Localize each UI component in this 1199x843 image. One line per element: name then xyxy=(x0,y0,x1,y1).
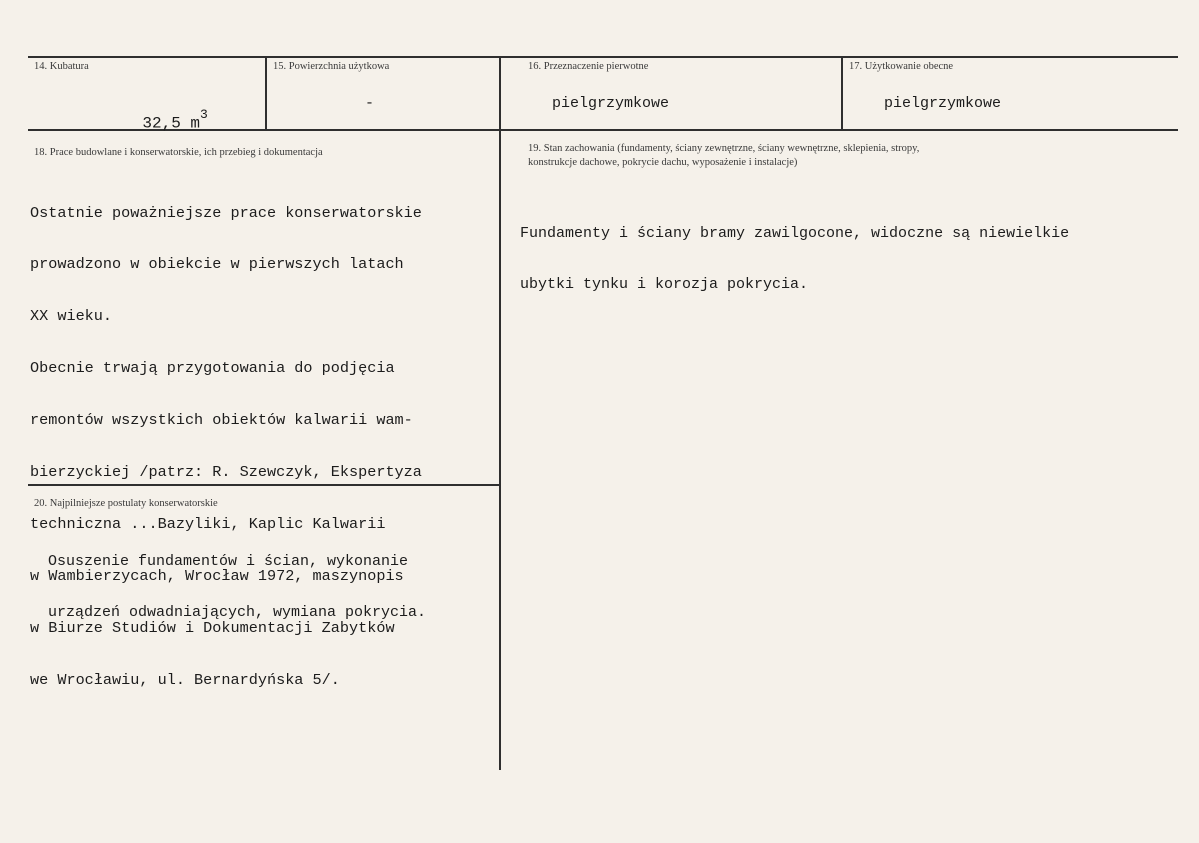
uzytkowanie-label: 17. Użytkowanie obecne xyxy=(849,61,954,72)
przeznaczenie-value: pielgrzymkowe xyxy=(552,95,670,112)
stan-zachowania-text xyxy=(520,190,1069,328)
text-line: Ostatnie poważniejsze prace konserwatorskie xyxy=(30,203,422,222)
top-rule xyxy=(28,56,1178,58)
text-line: techniczna ...Bazyliki, Kaplic Kalwarii xyxy=(30,514,386,533)
column-divider-16 xyxy=(499,56,501,770)
text-line: ubytki tynku i korozja pokrycia. xyxy=(520,276,809,294)
kubatura-number: 32,5 m xyxy=(142,114,201,133)
text-line: remontów wszystkich obiektów kalwarii wam- xyxy=(30,411,413,430)
kubatura-value xyxy=(104,92,208,150)
postulaty-text xyxy=(48,518,426,656)
kubatura-label: 14. Kubatura xyxy=(34,61,89,72)
powierzchnia-value: - xyxy=(365,95,375,112)
przeznaczenie-label: 16. Przeznaczenie pierwotne xyxy=(528,61,649,72)
text-line: Obecnie trwają przygotowania do podjęcia xyxy=(30,359,395,378)
text-line: Osuszenie fundamentów i ścian, wykonanie xyxy=(48,552,409,570)
prace-budowlane-label: 18. Prace budowlane i konserwatorskie, ich przebieg i dokumentacja xyxy=(34,147,323,158)
text-line: prowadzono w obiekcie w pierwszych latach xyxy=(30,255,404,274)
stan-zachowania-label-1: 19. Stan zachowania (fundamenty, ściany zewnętrzne, ściany wewnętrzne, sklepienia, stropy, xyxy=(528,143,920,154)
text-line: XX wieku. xyxy=(30,307,113,326)
text-line: Fundamenty i ściany bramy zawilgocone, widoczne są niewielkie xyxy=(520,224,1070,242)
text-line: w Biurze Studiów i Dokumentacji Zabytków xyxy=(30,618,395,637)
column-divider-17 xyxy=(841,56,843,130)
powierzchnia-label: 15. Powierzchnia użytkowa xyxy=(273,61,390,72)
postulaty-label: 20. Najpilniejsze postulaty konserwatorskie xyxy=(34,498,218,509)
text-line: we Wrocławiu, ul. Bernardyńska 5/. xyxy=(30,670,340,689)
kubatura-exponent: 3 xyxy=(200,107,208,123)
stan-zachowania-label-2: konstrukcje dachowe, pokrycie dachu, wyposażenie i instalacje) xyxy=(528,157,798,168)
text-line: bierzyckiej /patrz: R. Szewczyk, Ekspertyza xyxy=(30,463,422,482)
text-line: urządzeń odwadniających, wymiana pokrycia. xyxy=(48,604,427,622)
uzytkowanie-value: pielgrzymkowe xyxy=(884,95,1002,112)
column-divider-15 xyxy=(265,56,267,130)
text-line: w Wambierzycach, Wrocław 1972, maszynopis xyxy=(30,566,404,585)
